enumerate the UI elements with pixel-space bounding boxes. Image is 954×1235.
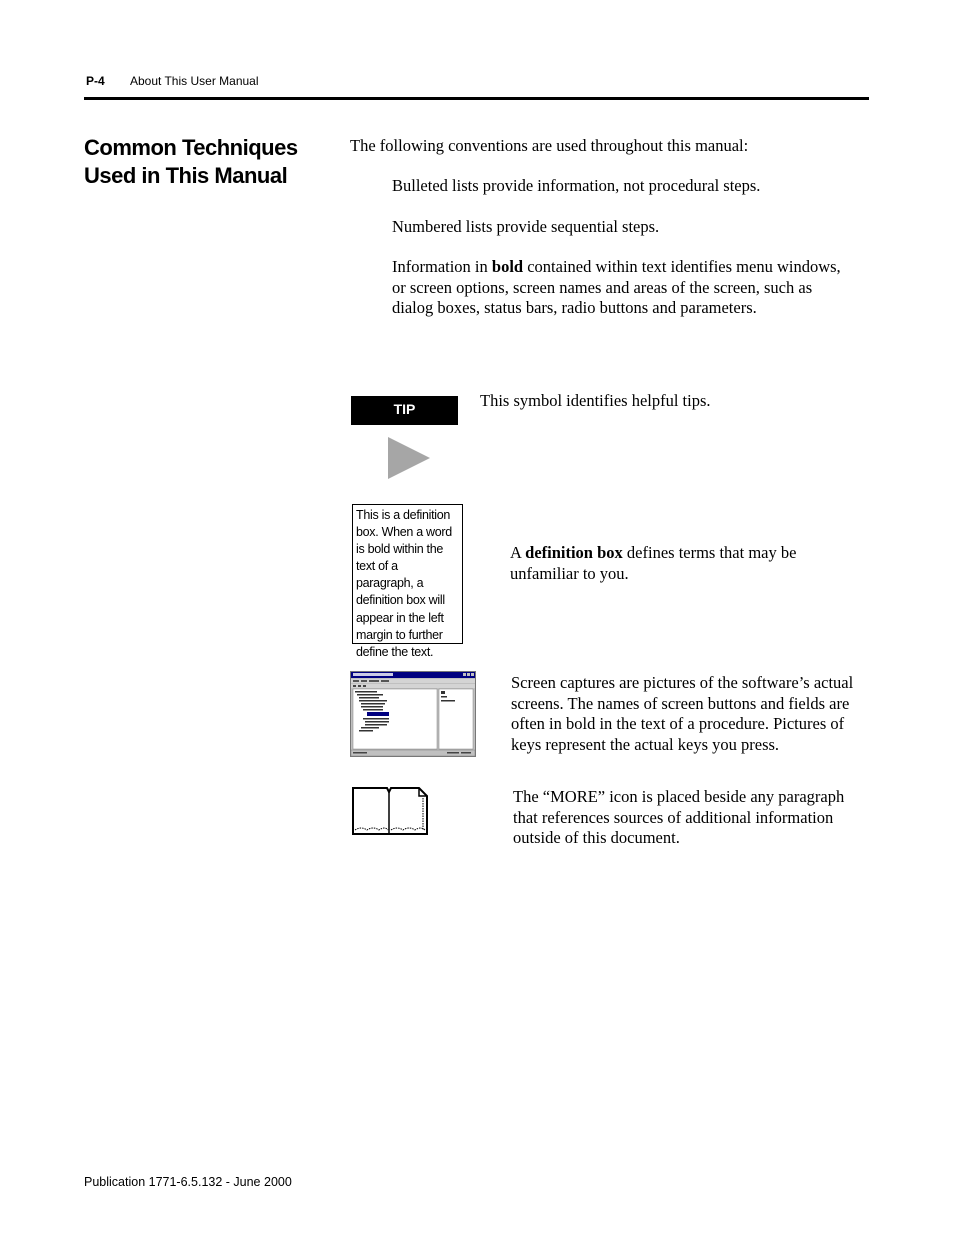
more-icon-description: The “MORE” icon is placed beside any paragraph that references sources of additional information outside of this document.: [513, 787, 845, 847]
section-heading-line2: Used in This Manual: [84, 163, 288, 188]
definition-desc-bold: definition box: [525, 543, 623, 562]
tip-label-box: TIP: [351, 396, 458, 425]
tip-description: This symbol identifies helpful tips.: [480, 391, 711, 410]
footer-publication: Publication 1771-6.5.132 - June 2000: [84, 1175, 292, 1189]
open-book-icon: [351, 786, 429, 836]
bold-suffix: contained within text identifies menu windows, or screen options, screen names and areas of the screen, such as dialog boxes, status bars, radio buttons and parameters.: [392, 257, 841, 317]
definition-box: This is a definition box. When a word is bold within the text of a paragraph, a definition box will appear in the left margin to further define the text.: [352, 504, 463, 644]
header-page-label: P-4: [86, 74, 105, 88]
screen-capture-description: Screen captures are pictures of the software’s actual screens. The names of screen buttons and fields are often in bold in the text of a procedure. Pictures of keys represent the actual keys you press.: [511, 673, 854, 754]
bold-word: bold: [491, 257, 524, 276]
bold-convention-paragraph: [392, 257, 847, 319]
definition-description: [510, 543, 855, 584]
header-title: About This User Manual: [130, 74, 259, 88]
bold-prefix: Information in: [392, 257, 492, 276]
conventions-intro: The following conventions are used throughout this manual:: [350, 136, 749, 155]
definition-desc-prefix: A: [510, 543, 526, 562]
definition-desc-suffix: defines terms that may be unfamiliar to you.: [510, 543, 797, 583]
header-rule: [84, 97, 869, 100]
numbered-list-convention: Numbered lists provide sequential steps.: [392, 217, 660, 236]
screen-capture-image: [351, 672, 475, 756]
play-triangle-icon: [388, 437, 430, 479]
section-heading: [84, 134, 304, 190]
section-heading-line1: Common Techniques: [84, 135, 298, 160]
screen-capture-thumbnail: [350, 671, 476, 757]
open-book-drawing: [351, 786, 429, 836]
bulleted-list-convention: Bulleted lists provide information, not procedural steps.: [392, 176, 761, 195]
